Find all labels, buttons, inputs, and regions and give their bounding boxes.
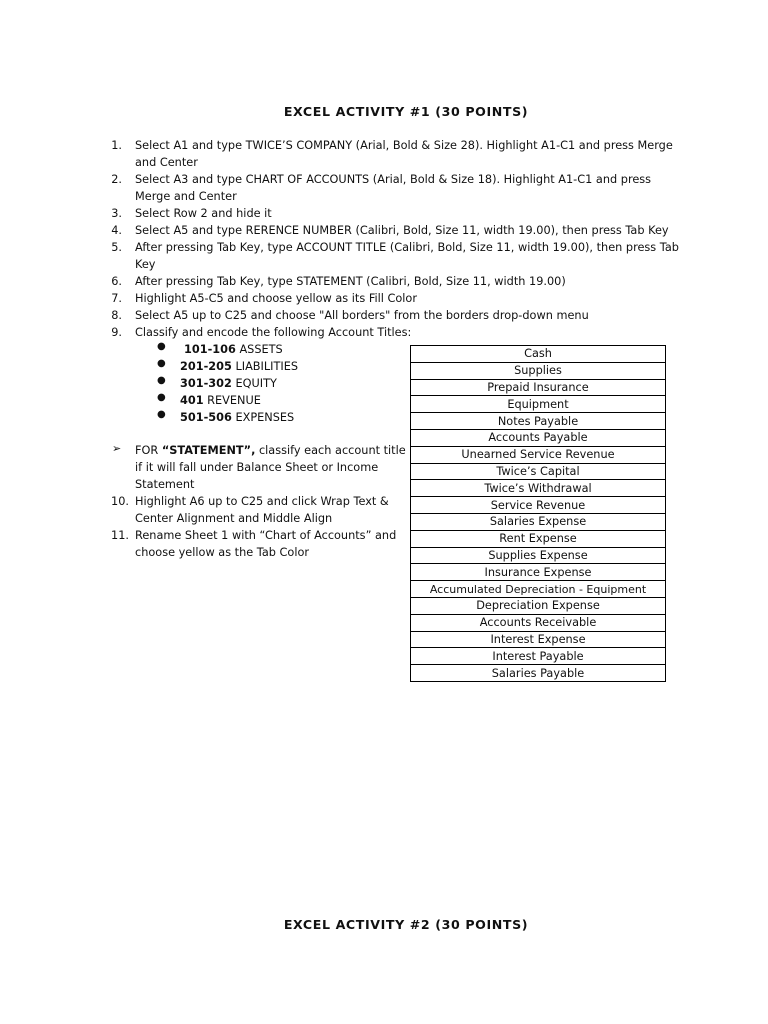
- range-code: 101-106: [184, 343, 236, 356]
- step-number: 8.: [111, 309, 122, 322]
- account-cell: Accounts Payable: [411, 429, 666, 446]
- table-row: [411, 346, 666, 363]
- bullet-icon: ●: [157, 341, 166, 352]
- account-cell: Unearned Service Revenue: [411, 446, 666, 463]
- range-code: 201-205: [180, 360, 232, 373]
- step-number: 3.: [111, 207, 122, 220]
- account-cell: Notes Payable: [411, 413, 666, 430]
- account-cell: Twice’s Withdrawal: [411, 480, 666, 497]
- table-row: [411, 513, 666, 530]
- table-row: [411, 362, 666, 379]
- statement-note-line1: [135, 442, 406, 459]
- account-cell: Twice’s Capital: [411, 463, 666, 480]
- step-text: and Center: [135, 156, 198, 169]
- step-text: Select A1 and type TWICE’S COMPANY (Arial, Bold & Size 28). Highlight A1-C1 and press Merge: [135, 139, 673, 152]
- bullet-icon: ●: [157, 375, 166, 386]
- table-row: [411, 564, 666, 581]
- table-row: [411, 631, 666, 648]
- step-number: 5.: [111, 241, 122, 254]
- account-cell: Interest Expense: [411, 631, 666, 648]
- activity2-title: EXCEL ACTIVITY #2 (30 POINTS): [283, 917, 529, 932]
- table-row: [411, 547, 666, 564]
- statement-note-line3: Statement: [135, 478, 195, 491]
- range-label: EXPENSES: [231, 411, 295, 424]
- step-text: After pressing Tab Key, type STATEMENT (Calibri, Bold, Size 11, width 19.00): [135, 275, 566, 288]
- account-titles-table: [410, 345, 666, 682]
- step-text: Center Alignment and Middle Align: [135, 512, 333, 525]
- step-number: 4.: [111, 224, 122, 237]
- table-row: [411, 379, 666, 396]
- step-text: Merge and Center: [135, 190, 237, 203]
- arrow-bullet-icon: ➢: [112, 442, 122, 455]
- range-code: 301-302: [180, 377, 232, 390]
- range-label: EQUITY: [231, 377, 277, 390]
- statement-note-line2: if it will fall under Balance Sheet or Income: [135, 461, 379, 474]
- range-assets: [184, 341, 283, 358]
- account-cell: Cash: [411, 346, 666, 363]
- account-cell: Accumulated Depreciation - Equipment: [411, 581, 666, 598]
- range-expenses: [180, 409, 294, 426]
- account-cell: Accounts Receivable: [411, 614, 666, 631]
- range-code: 401: [180, 394, 204, 407]
- range-label: LIABILITIES: [231, 360, 299, 373]
- bullet-icon: ●: [157, 392, 166, 403]
- account-cell: Prepaid Insurance: [411, 379, 666, 396]
- table-row: [411, 413, 666, 430]
- table-row: [411, 463, 666, 480]
- table-row: [411, 614, 666, 631]
- account-cell: Rent Expense: [411, 530, 666, 547]
- table-row: [411, 497, 666, 514]
- step-text: Select A5 up to C25 and choose "All borders" from the borders drop-down menu: [135, 309, 589, 322]
- step-text: Key: [135, 258, 156, 271]
- step-text: Rename Sheet 1 with “Chart of Accounts” and: [135, 529, 397, 542]
- account-cell: Service Revenue: [411, 497, 666, 514]
- step-text: Highlight A6 up to C25 and click Wrap Text &: [135, 495, 389, 508]
- account-cell: Insurance Expense: [411, 564, 666, 581]
- step-number: 9.: [111, 326, 122, 339]
- range-label: ASSETS: [235, 343, 283, 356]
- step-number: 7.: [111, 292, 122, 305]
- note-prefix: FOR: [135, 444, 162, 457]
- step-text: Classify and encode the following Account Titles:: [135, 326, 412, 339]
- table-row: [411, 648, 666, 665]
- table-row: [411, 480, 666, 497]
- account-cell: Salaries Payable: [411, 665, 666, 682]
- table-row: [411, 530, 666, 547]
- table-row: [411, 597, 666, 614]
- step-text: After pressing Tab Key, type ACCOUNT TITLE (Calibri, Bold, Size 11, width 19.00), then press Tab: [135, 241, 679, 254]
- account-cell: Supplies: [411, 362, 666, 379]
- table-row: [411, 396, 666, 413]
- account-cell: Depreciation Expense: [411, 597, 666, 614]
- bullet-icon: ●: [157, 358, 166, 369]
- table-row: [411, 665, 666, 682]
- step-text: Select Row 2 and hide it: [135, 207, 272, 220]
- step-text: Highlight A5-C5 and choose yellow as its Fill Color: [135, 292, 417, 305]
- step-text: choose yellow as the Tab Color: [135, 546, 310, 559]
- account-cell: Equipment: [411, 396, 666, 413]
- range-code: 501-506: [180, 411, 232, 424]
- step-number: 11.: [111, 529, 129, 542]
- note-bold: “STATEMENT”,: [161, 444, 256, 457]
- range-revenue: [180, 392, 261, 409]
- step-number: 1.: [111, 139, 122, 152]
- bullet-icon: ●: [157, 409, 166, 420]
- note-rest: classify each account title: [255, 444, 406, 457]
- range-label: REVENUE: [203, 394, 261, 407]
- account-cell: Supplies Expense: [411, 547, 666, 564]
- account-cell: Interest Payable: [411, 648, 666, 665]
- range-equity: [180, 375, 277, 392]
- table-row: [411, 446, 666, 463]
- account-cell: Salaries Expense: [411, 513, 666, 530]
- step-text: Select A3 and type CHART OF ACCOUNTS (Arial, Bold & Size 18). Highlight A1-C1 and press: [135, 173, 652, 186]
- step-number: 2.: [111, 173, 122, 186]
- step-number: 6.: [111, 275, 122, 288]
- step-number: 10.: [111, 495, 129, 508]
- range-liabilities: [180, 358, 298, 375]
- table-row: [411, 581, 666, 598]
- activity1-title: EXCEL ACTIVITY #1 (30 POINTS): [283, 104, 529, 119]
- step-text: Select A5 and type RERENCE NUMBER (Calibri, Bold, Size 11, width 19.00), then press Tab Key: [135, 224, 669, 237]
- table-row: [411, 429, 666, 446]
